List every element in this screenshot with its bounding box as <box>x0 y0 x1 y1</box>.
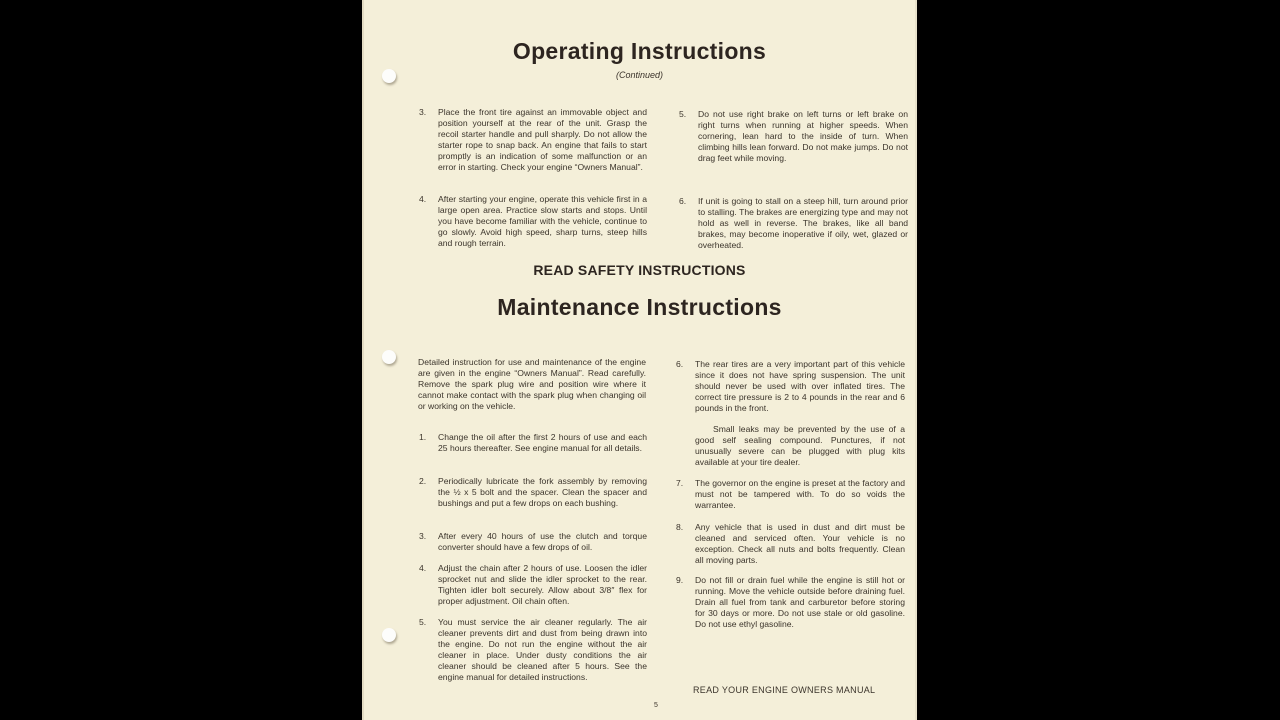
operating-title: Operating Instructions <box>512 38 767 64</box>
item-text: The governor on the engine is preset at the factory and must not be tampered with. To do so voids the warrantee. <box>695 478 905 510</box>
maintenance-item <box>419 531 647 553</box>
item-text: If unit is going to stall on a steep hill, turn around prior to stalling. The brakes are energizing type and may not hold as well in reverse. The brakes, like all band brakes, may become inoperative if oily, wet, glazed or overheated. <box>698 196 908 250</box>
maintenance-item <box>676 359 905 414</box>
item-text: Do not fill or drain fuel while the engine is still hot or running. Move the vehicle outside before draining fuel. Drain all fuel from tank and carburetor before storing for 30 days or more. Do not use stale or old gasoline. Do not use ethyl gasoline. <box>695 575 905 629</box>
item-text: After starting your engine, operate this vehicle first in a large open area. Practice slow starts and stops. Until you have become familiar with the vehicle, continue to go slowly. Avoid high speed, sharp turns, steep hills and rough terrain. <box>438 194 647 248</box>
maintenance-intro: Detailed instruction for use and maintenance of the engine are given in the engine “Owners Manual”. Read carefully. Remove the spark plug wire and position wire where it cannot make contact with the spark plug when changing oil or working on the vehicle. <box>418 357 646 411</box>
operating-item <box>419 194 647 249</box>
page-number: 5 <box>654 702 658 709</box>
item-number: 6. <box>679 196 687 206</box>
item-number: 4. <box>419 563 427 573</box>
footer-note: READ YOUR ENGINE OWNERS MANUAL <box>693 685 876 695</box>
item-number: 8. <box>676 522 684 532</box>
safety-heading: READ SAFETY INSTRUCTIONS <box>533 262 746 278</box>
item-number: 5. <box>679 109 687 119</box>
maintenance-item <box>676 575 905 630</box>
operating-item <box>419 107 647 172</box>
item-text: After every 40 hours of use the clutch and torque converter should have a few drops of oil. <box>438 531 647 552</box>
item-number: 1. <box>419 432 427 442</box>
item-number: 6. <box>676 359 684 369</box>
item-number: 4. <box>419 194 427 204</box>
item-number: 5. <box>419 617 427 627</box>
maintenance-item <box>419 617 647 682</box>
item-text: Any vehicle that is used in dust and dirt must be cleaned and serviced often. Your vehicle is no exception. Check all nuts and bolts frequently. Clean all moving parts. <box>695 522 905 565</box>
operating-item <box>679 196 908 251</box>
item-text: You must service the air cleaner regularly. The air cleaner prevents dirt and dust from being drawn into the engine. Do not run the engine without the air cleaner in place. Under dusty conditions the air cleaner should be cleaned after 5 hours. See the engine manual for detailed instructions. <box>438 617 647 682</box>
punch-hole <box>382 350 396 364</box>
manual-page <box>362 0 917 720</box>
punch-hole <box>382 628 396 642</box>
maintenance-item <box>419 563 647 607</box>
item-number: 9. <box>676 575 684 585</box>
item-text: The rear tires are a very important part of this vehicle since it does not have spring suspension. The unit should never be used with over inflated tires. The correct tire pressure is 2 to 4 pounds in the rear and 6 pounds in the front. <box>695 359 905 413</box>
maintenance-item <box>419 432 647 454</box>
item-text: Place the front tire against an immovable object and position yourself at the rear of the unit. Grasp the recoil starter handle and pull sharply. Do not allow the starter rope to snap back. An engine that fails to start promptly is an indication of some malfunction or an error in starting. Check your engine “Owners Manual”. <box>438 107 647 172</box>
operating-subtitle: (Continued) <box>615 70 664 80</box>
item-text: Do not use right brake on left turns or left brake on right turns when running at higher speeds. When cornering, lean hard to the inside of turn. When climbing hills lean forward. Do not make jumps. Do not drag feet while moving. <box>698 109 908 163</box>
item-text: Periodically lubricate the fork assembly by removing the ½ x 5 bolt and the spacer. Clean the spacer and bushings and put a few drops on each bushing. <box>438 476 647 508</box>
item-number: 2. <box>419 476 427 486</box>
maintenance-title: Maintenance Instructions <box>497 294 782 320</box>
item-text: Change the oil after the first 2 hours of use and each 25 hours thereafter. See engine manual for all details. <box>438 432 647 453</box>
maintenance-item <box>676 522 905 566</box>
operating-item <box>679 109 908 164</box>
item-text: Adjust the chain after 2 hours of use. Loosen the idler sprocket nut and slide the idler sprocket to the rear. Tighten idler bolt securely. Allow about 3/8″ flex for proper adjustment. Oil chain often. <box>438 563 647 606</box>
maintenance-item <box>419 476 647 509</box>
item-number: 3. <box>419 531 427 541</box>
maintenance-note: Small leaks may be prevented by the use of a good self sealing compound. Punctures, if not unusually severe can be plugged with plug kits available at your tire dealer. <box>695 424 905 467</box>
item-number: 7. <box>676 478 684 488</box>
item-number: 3. <box>419 107 427 117</box>
maintenance-item <box>676 478 905 511</box>
